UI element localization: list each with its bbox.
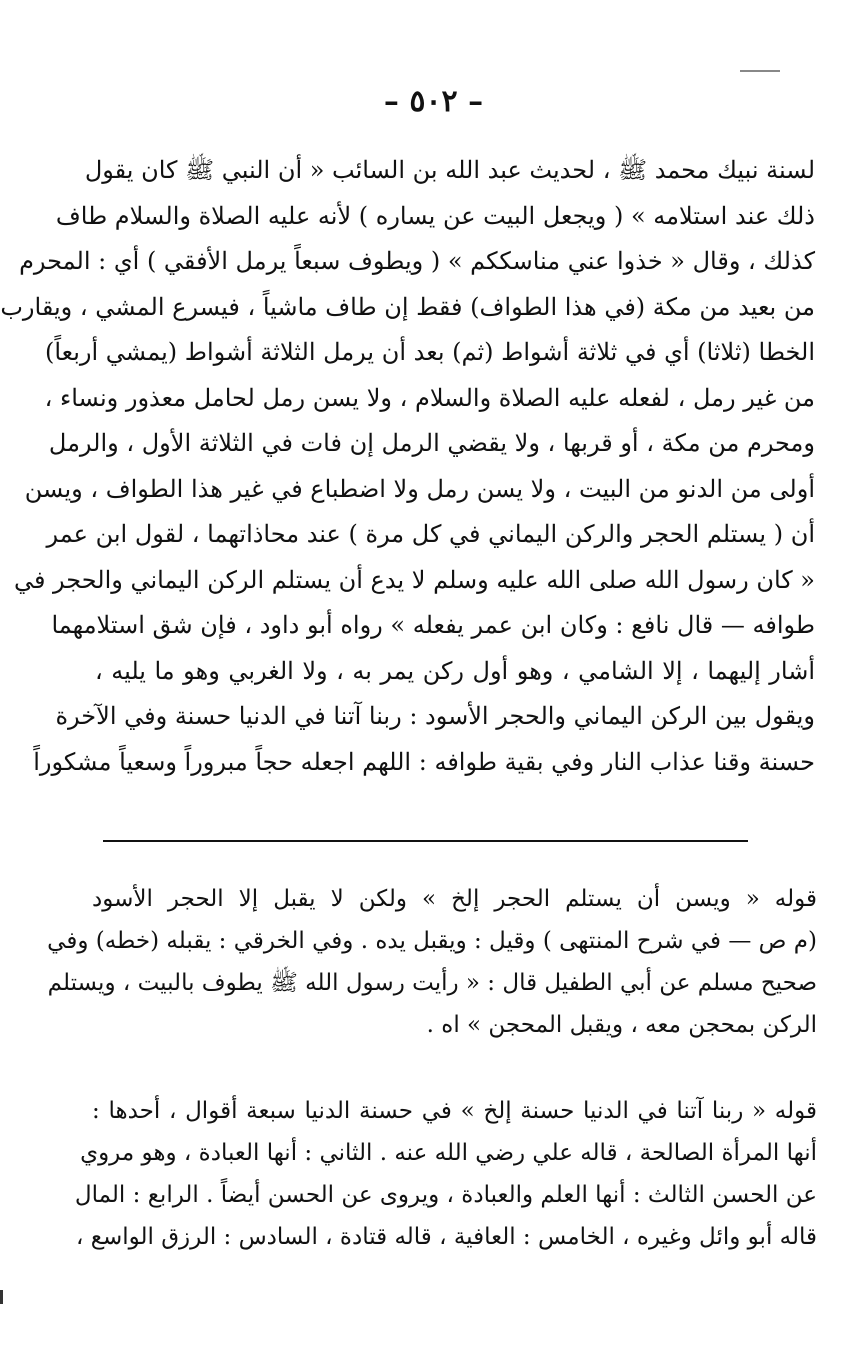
- text-line: ويقول بين الركن اليماني والحجر الأسود : ربنا آتنا في الدنيا حسنة وفي الآخرة: [55, 702, 815, 730]
- text-line: من بعيد من مكة (في هذا الطواف) فقط إن طاف ماشياً ، فيسرع المشي ، ويقارب: [0, 292, 815, 321]
- footnote-line: أنها المرأة الصالحة ، قاله علي رضي الله عنه . الثاني : أنها العبادة ، وهو مروي: [80, 1140, 817, 1166]
- text-line: أن ( يستلم الحجر والركن اليماني في كل مرة ) عند محاذاتهما ، لقول ابن عمر: [46, 520, 815, 548]
- footnote-line: قوله « ربنا آتنا في الدنيا حسنة إلخ » في حسنة الدنيا سبعة أقوال ، أحدها :: [92, 1098, 817, 1124]
- text-line: من غير رمل ، لفعله عليه الصلاة والسلام ، ولا يسن رمل لحامل معذور ونساء ،: [44, 383, 815, 412]
- text-line: كذلك ، وقال « خذوا عني مناسككم » ( ويطوف سبعاً يرمل الأفقي ) أي : المحرم: [19, 247, 815, 275]
- footnote-2: [74, 1090, 817, 1258]
- footnote-line: (م ص — في شرح المنتهى ) وقيل : ويقبل يده . وفي الخرقي : يقبله (خطه) وفي: [47, 928, 817, 954]
- text-line: « كان رسول الله صلى الله عليه وسلم لا يدع أن يستلم الركن اليماني والحجر في: [13, 565, 815, 594]
- footnote-line: الركن بمحجن معه ، ويقبل المحجن » اه .: [426, 1012, 817, 1038]
- text-line: أشار إليهما ، إلا الشامي ، وهو أول ركن يمر به ، ولا الغربي وهو ما يليه ،: [95, 656, 815, 685]
- footnote-line: قوله « ويسن أن يستلم الحجر إلخ » ولكن لا يقبل إلا الحجر الأسود: [92, 886, 817, 912]
- footnote-line: صحيح مسلم عن أبي الطفيل قال : « رأيت رسول الله ﷺ يطوف بالبيت ، ويستلم: [47, 970, 817, 996]
- footnote-line: عن الحسن الثالث : أنها العلم والعبادة ، ويروى عن الحسن أيضاً . الرابع : المال: [74, 1182, 817, 1208]
- footnote-separator: [103, 840, 748, 842]
- text-line: طوافه — قال نافع : وكان ابن عمر يفعله » رواه أبو داود ، فإن شق استلامهما: [51, 611, 815, 639]
- text-line: لسنة نبيك محمد ﷺ ، لحديث عبد الله بن السائب « أن النبي ﷺ كان يقول: [84, 156, 815, 184]
- text-line: أولى من الدنو من البيت ، ولا يسن رمل ولا اضطباع في غير هذا الطواف ، ويسن: [24, 474, 815, 503]
- text-line: ومحرم من مكة ، أو قربها ، ولا يقضي الرمل إن فات في الثلاثة الأول ، والرمل: [48, 429, 815, 457]
- main-text: [0, 148, 815, 785]
- text-line: الخطا (ثلاثا) أي في ثلاثة أشواط (ثم) بعد أن يرمل الثلاثة أشواط (يمشي أربعاً): [44, 338, 815, 366]
- text-line: ذلك عند استلامه » ( ويجعل البيت عن يساره ) لأنه عليه الصلاة والسلام طاف: [55, 201, 815, 230]
- text-line: حسنة وقنا عذاب النار وفي بقية طوافه : اللهم اجعله حجاً مبروراً وسعياً مشكوراً: [33, 747, 815, 776]
- print-mark: [740, 70, 780, 72]
- footnote-1: [47, 878, 817, 1046]
- footnote-line: قاله أبو وائل وغيره ، الخامس : العافية ، قاله قتادة ، السادس : الرزق الواسع ،: [75, 1224, 817, 1250]
- page-number: – ٥٠٢ –: [383, 84, 484, 119]
- margin-mark: [0, 1290, 3, 1304]
